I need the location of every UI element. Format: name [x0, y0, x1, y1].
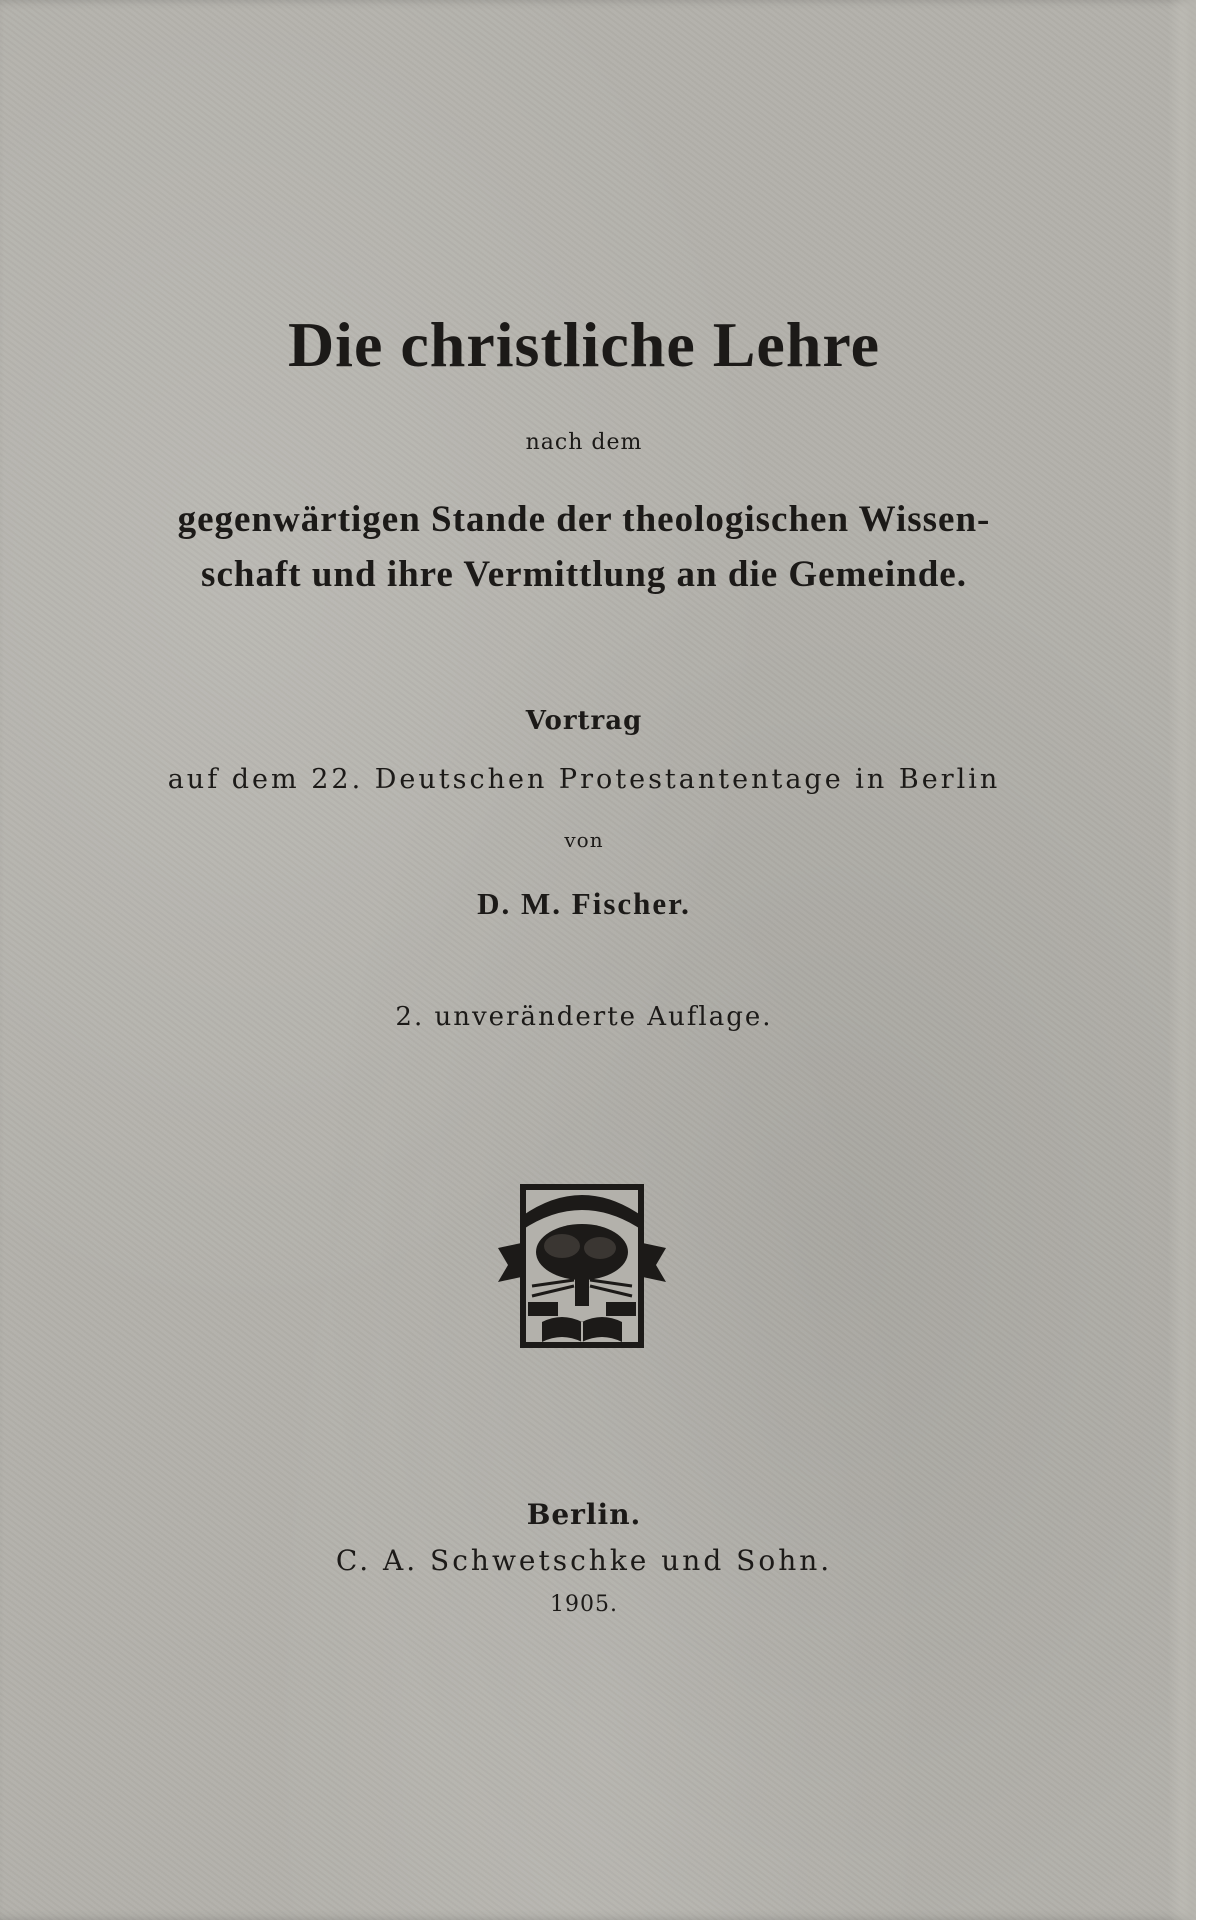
occasion-line: auf dem 22. Deutschen Protestantentage in Berlin — [167, 764, 1001, 795]
cover-edge — [1168, 0, 1196, 1920]
publication-year: 1905. — [550, 1592, 618, 1617]
author-name: D. M. Fischer. — [477, 886, 691, 921]
lecture-label: Vortrag — [525, 706, 643, 736]
publisher-emblem-icon — [492, 1176, 672, 1356]
book-title: Die christliche Lehre — [287, 309, 881, 380]
subtitle-line-2: schaft und ihre Vermittlung an die Gemeinde. — [201, 554, 967, 595]
title-connector: nach dem — [525, 430, 643, 455]
publisher-name: C. A. Schwetschke und Sohn. — [335, 1544, 833, 1577]
by-label: von — [564, 828, 604, 852]
edition-note: 2. unveränderte Auflage. — [395, 1002, 773, 1032]
subtitle-line-1: gegenwärtigen Stande der theologischen Wissen- — [177, 499, 991, 540]
publication-city: Berlin. — [526, 1498, 642, 1531]
